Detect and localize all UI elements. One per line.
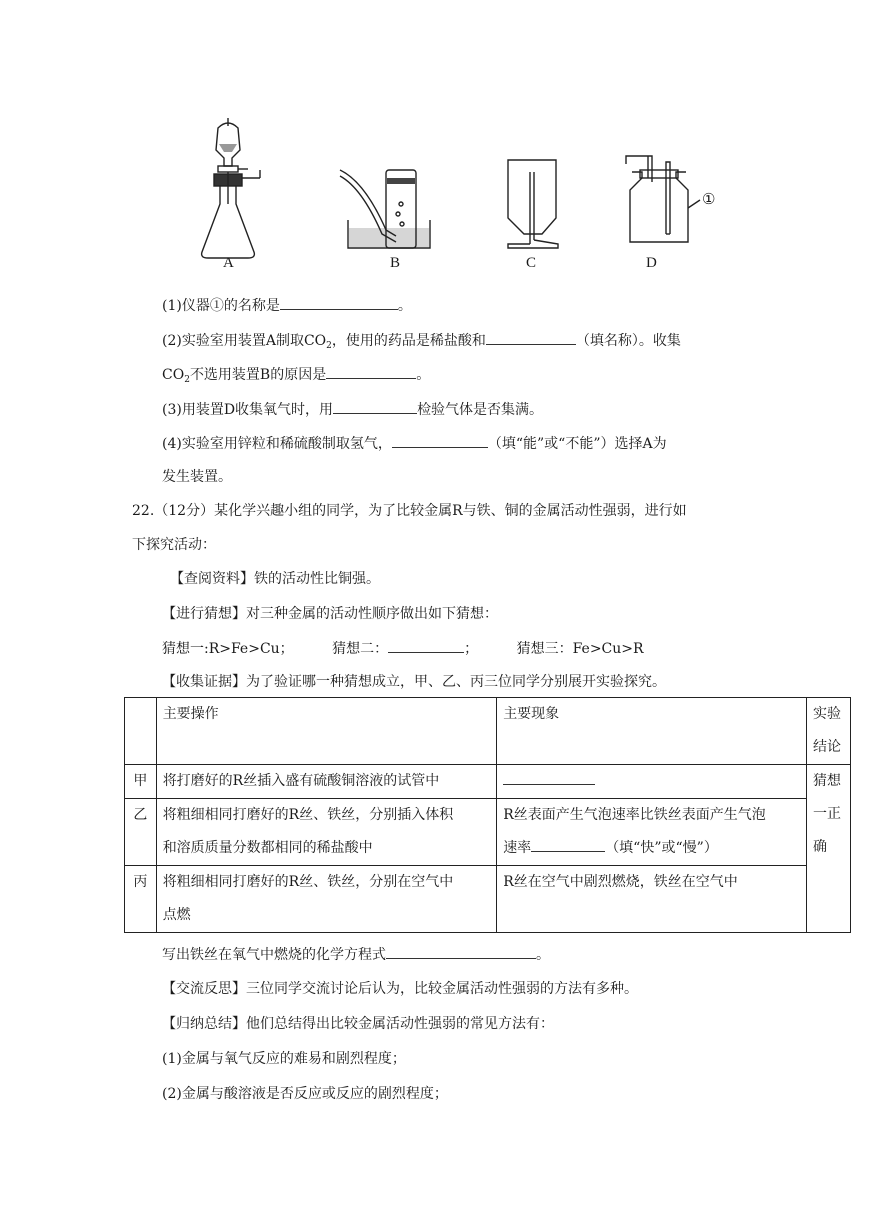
- table-header-row: [125, 698, 851, 765]
- answer-blank[interactable]: [326, 364, 416, 379]
- answer-blank[interactable]: [388, 638, 464, 653]
- q21-part4-end: （填“能”或“不能”）选择A为: [487, 436, 667, 452]
- q22-summary: 【归纳总结】他们总结得出比较金属活动性强弱的常见方法有：: [162, 1016, 554, 1032]
- header-conclusion-line1: 实验: [813, 706, 842, 722]
- q22-equation: [162, 944, 550, 965]
- guess-three: 猜想三：Fe>Cu>R: [516, 641, 644, 657]
- q21-part2-mid: ，使用的药品是稀盐酸和: [331, 333, 486, 349]
- conclusion-line1: 猜想: [813, 773, 842, 789]
- subscript: 2: [326, 341, 332, 351]
- apparatus-b: [340, 170, 430, 248]
- q21-part1-end: 。: [397, 298, 412, 314]
- instrument-marker: ①: [702, 192, 716, 208]
- q22-guess-intro: 【进行猜想】对三种金属的活动性顺序做出如下猜想：: [162, 606, 498, 622]
- header-operation: 主要操作: [156, 698, 497, 765]
- guess-two: [332, 641, 482, 657]
- conclusion-line2: 一正: [813, 806, 842, 822]
- table-row: [125, 866, 851, 933]
- q21-part2b-text: CO: [162, 367, 185, 383]
- q21-part3-end: 检验气体是否集满。: [417, 402, 544, 418]
- answer-blank[interactable]: [486, 330, 576, 345]
- q22-method1: (1)金属与氧气反应的难易和剧烈程度；: [162, 1051, 406, 1067]
- row-phenomenon: [497, 799, 807, 866]
- q21-part2: [162, 330, 681, 356]
- q21-part1-text: (1)仪器①的名称是: [162, 298, 280, 314]
- row-operation-line2: 点燃: [162, 907, 191, 923]
- row-label: 丙: [125, 866, 157, 933]
- header-phenomenon: 主要现象: [497, 698, 807, 765]
- q21-part2b-mid: 不选用装置B的原因是: [189, 367, 327, 383]
- apparatus-a: [202, 118, 260, 258]
- q21-part2-end: （填名称）。收集: [575, 333, 681, 349]
- figure-label-b: B: [390, 255, 401, 271]
- q21-part1: [162, 295, 412, 316]
- answer-blank[interactable]: [333, 399, 417, 414]
- row-operation: [156, 866, 497, 933]
- answer-blank[interactable]: [280, 295, 398, 310]
- row-phenomenon: R丝在空气中剧烈燃烧，铁丝在空气中: [497, 866, 807, 933]
- q21-part3-text: (3)用装置D收集氧气时，用: [162, 402, 334, 418]
- q22-guesses: [162, 638, 644, 659]
- q21-part4: [162, 433, 667, 454]
- subscript: 2: [184, 375, 190, 385]
- answer-blank[interactable]: [503, 770, 595, 785]
- answer-blank[interactable]: [386, 944, 536, 959]
- equation-end: 。: [536, 947, 550, 963]
- q22-intro-cont: 下探究活动：: [132, 537, 216, 553]
- apparatus-d: [626, 156, 700, 242]
- q21-part2b-end: 。: [416, 367, 431, 383]
- row-operation: 将打磨好的R丝插入盛有硫酸铜溶液的试管中: [156, 765, 497, 799]
- row-phenomenon: [497, 765, 807, 799]
- conclusion-line3: 确: [813, 839, 828, 855]
- answer-blank[interactable]: [531, 837, 605, 852]
- row-label: 甲: [125, 765, 157, 799]
- header-empty-cell: [125, 698, 157, 765]
- apparatus-c: [508, 160, 558, 248]
- equation-prompt: 写出铁丝在氧气中燃烧的化学方程式: [162, 947, 386, 963]
- q22-intro: 22.（12分）某化学兴趣小组的同学，为了比较金属R与铁、铜的金属活动性强弱，进行如: [132, 503, 687, 519]
- figure-label-c: C: [526, 255, 537, 271]
- rate-hint: （填“快”或“慢”）: [605, 840, 718, 856]
- figure-label-d: D: [646, 255, 657, 271]
- guess-two-end: ；: [464, 641, 479, 657]
- q21-part2-text: (2)实验室用装置A制取CO: [162, 333, 327, 349]
- conclusion-cell: [807, 765, 851, 933]
- q22-method2: (2)金属与酸溶液是否反应或反应的剧烈程度；: [162, 1086, 448, 1102]
- row-operation-line1: 将粗细相同打磨好的R丝、铁丝，分别插入体积: [162, 807, 454, 823]
- row-label: 乙: [125, 799, 157, 866]
- q21-part4-cont: 发生装置。: [162, 469, 232, 485]
- q21-part2-cont: [162, 364, 430, 390]
- header-conclusion-line2: 结论: [813, 739, 842, 755]
- answer-blank[interactable]: [392, 433, 488, 448]
- row-phenomenon-line1: R丝表面产生气泡速率比铁丝表面产生气泡: [503, 807, 766, 823]
- q21-part3: [162, 399, 543, 420]
- q21-part4-text: (4)实验室用锌粒和稀硫酸制取氢气，: [162, 436, 392, 452]
- header-conclusion: [807, 698, 851, 765]
- rate-label: 速率: [503, 840, 532, 856]
- row-operation-line2: 和溶质质量分数都相同的稀盐酸中: [162, 840, 373, 856]
- evidence-table: [124, 697, 851, 933]
- row-operation-line1: 将粗细相同打磨好的R丝、铁丝，分别在空气中: [162, 874, 454, 890]
- q22-reflection: 【交流反思】三位同学交流讨论后认为，比较金属活动性强弱的方法有多种。: [162, 981, 638, 997]
- guess-one: 猜想一:R>Fe>Cu；: [162, 641, 294, 657]
- q22-evidence: 【收集证据】为了验证哪一种猜想成立，甲、乙、丙三位同学分别展开实验探究。: [162, 674, 666, 690]
- apparatus-figure: [190, 112, 730, 277]
- q22-material: 【查阅资料】铁的活动性比铜强。: [170, 571, 380, 587]
- guess-two-label: 猜想二：: [332, 641, 389, 657]
- table-row: [125, 765, 851, 799]
- row-phenomenon-line2: [503, 832, 800, 865]
- table-row: [125, 799, 851, 866]
- row-operation: [156, 799, 497, 866]
- figure-label-a: A: [223, 255, 234, 271]
- apparatus-drawing: [190, 112, 730, 277]
